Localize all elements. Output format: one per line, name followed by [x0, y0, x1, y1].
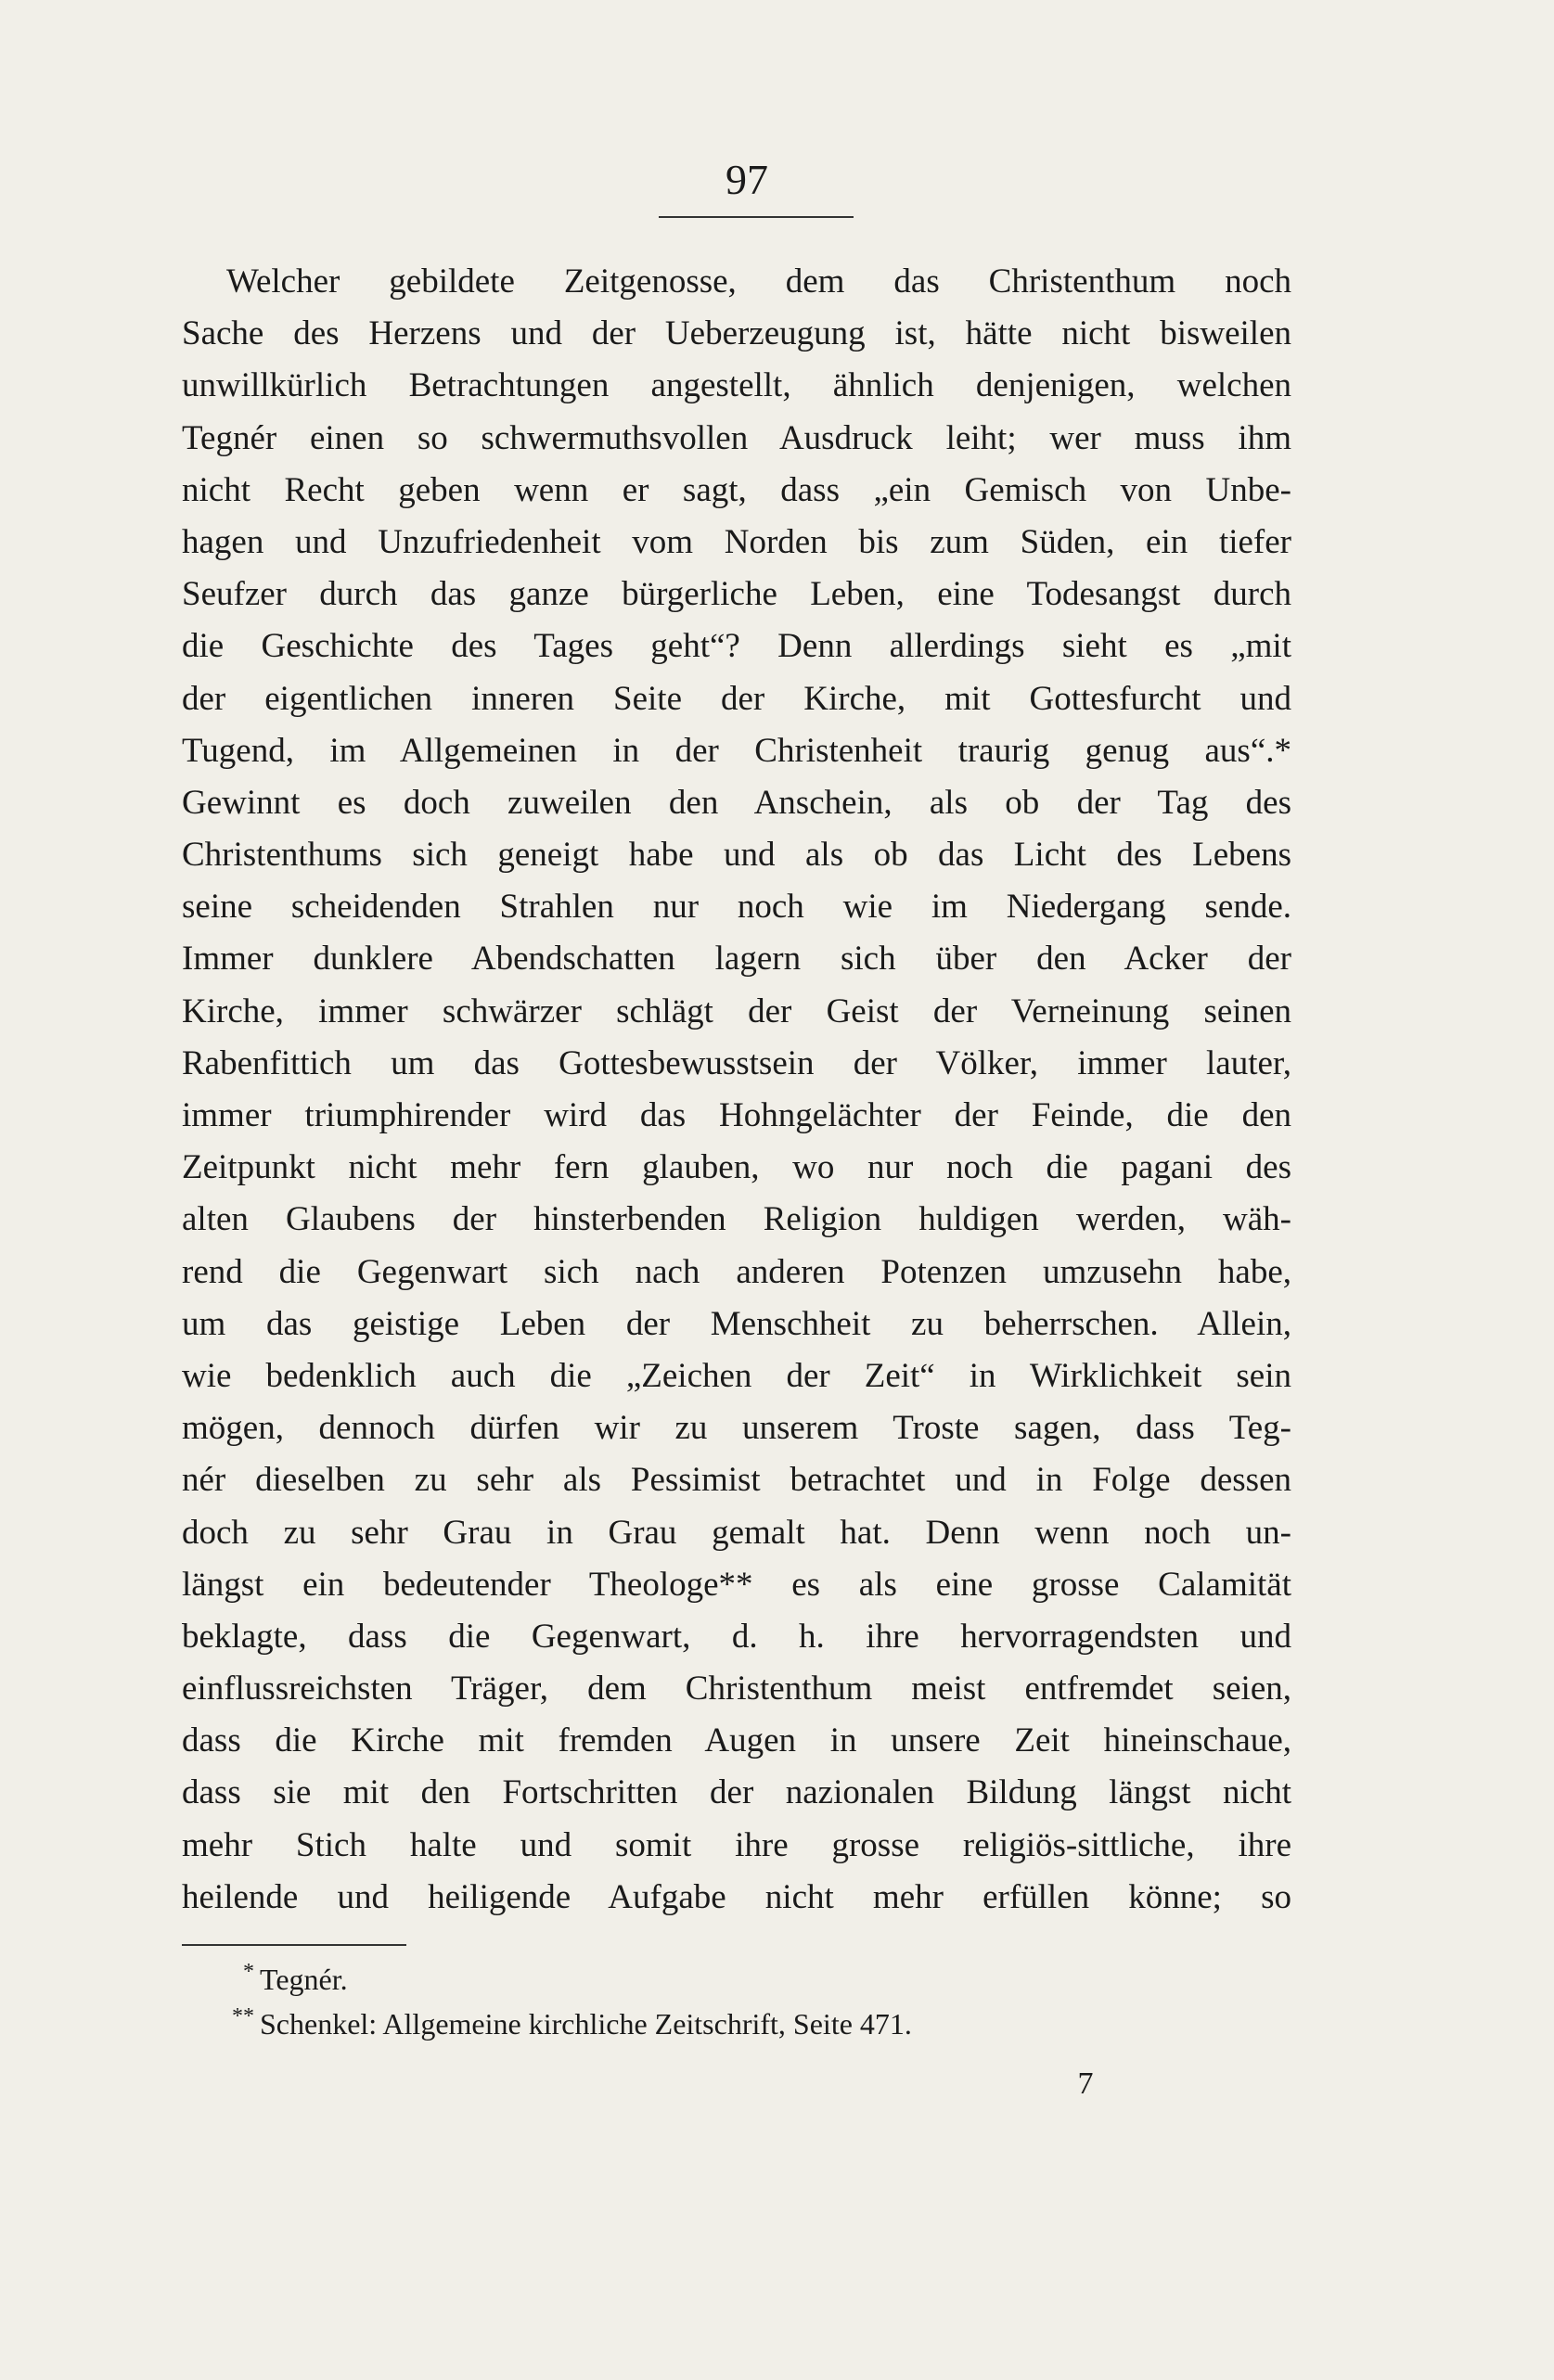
text-line: Tugend, im Allgemeinen in der Christenheit traurig genug aus“.*	[182, 731, 1291, 770]
text-line: Zeitpunkt nicht mehr fern glauben, wo nur noch die pagani des	[182, 1148, 1291, 1187]
footnote	[232, 2002, 1280, 2046]
text-line: rend die Gegenwart sich nach anderen Potenzen umzusehn habe,	[182, 1252, 1291, 1291]
footnote-text: Tegnér.	[260, 1963, 348, 1996]
text-line: dass die Kirche mit fremden Augen in unsere Zeit hineinschaue,	[182, 1721, 1291, 1760]
text-line: nér dieselben zu sehr als Pessimist betrachtet und in Folge dessen	[182, 1461, 1291, 1500]
footnote	[243, 1957, 1280, 2002]
text-line: längst ein bedeutender Theologe** es als eine grosse Calamität	[182, 1565, 1291, 1604]
text-line: um das geistige Leben der Menschheit zu beherrschen. Allein,	[182, 1304, 1291, 1343]
printer-signature: 7	[1077, 2067, 1094, 2101]
footnote-rule	[182, 1944, 406, 1946]
text-line: mögen, dennoch dürfen wir zu unserem Troste sagen, dass Teg-	[182, 1409, 1291, 1448]
text-line: seine scheidenden Strahlen nur noch wie im Niedergang sende.	[182, 888, 1291, 927]
text-line: einflussreichsten Träger, dem Christenthum meist entfremdet seien,	[182, 1670, 1291, 1708]
text-line: Immer dunklere Abendschatten lagern sich über den Acker der	[182, 940, 1291, 979]
text-line: alten Glaubens der hinsterbenden Religion huldigen werden, wäh-	[182, 1200, 1291, 1239]
text-line: hagen und Unzufriedenheit vom Norden bis zum Süden, ein tiefer	[182, 522, 1291, 561]
text-line: Welcher gebildete Zeitgenosse, dem das Christenthum noch	[226, 262, 1291, 301]
text-line: mehr Stich halte und somit ihre grosse religiös-sittliche, ihre	[182, 1825, 1291, 1864]
text-line: heilende und heiligende Aufgabe nicht mehr erfüllen könne; so	[182, 1877, 1291, 1916]
text-line: die Geschichte des Tages geht“? Denn allerdings sieht es „mit	[182, 627, 1291, 666]
text-line: nicht Recht geben wenn er sagt, dass „ein Gemisch von Unbe-	[182, 470, 1291, 509]
text-line: Seufzer durch das ganze bürgerliche Leben, eine Todesangst durch	[182, 575, 1291, 614]
body-text	[182, 256, 1291, 1924]
text-line: Tegnér einen so schwermuthsvollen Ausdruck leiht; wer muss ihm	[182, 418, 1291, 457]
text-line: Sache des Herzens und der Ueberzeugung ist, hätte nicht bisweilen	[182, 314, 1291, 353]
text-line: Christenthums sich geneigt habe und als ob das Licht des Lebens	[182, 836, 1291, 875]
text-line: wie bedenklich auch die „Zeichen der Zeit“ in Wirklichkeit sein	[182, 1356, 1291, 1395]
text-line: beklagte, dass die Gegenwart, d. h. ihre hervorragendsten und	[182, 1617, 1291, 1656]
text-line: unwillkürlich Betrachtungen angestellt, ähnlich denjenigen, welchen	[182, 366, 1291, 405]
header-rule	[659, 216, 854, 218]
footnotes	[232, 1957, 1280, 2046]
text-line: dass sie mit den Fortschritten der nazionalen Bildung längst nicht	[182, 1773, 1291, 1812]
footnote-text: Schenkel: Allgemeine kirchliche Zeitschrift, Seite 471.	[260, 2007, 912, 2041]
footnote-mark: **	[232, 2004, 254, 2028]
text-line: immer triumphirender wird das Hohngelächter der Feinde, die den	[182, 1096, 1291, 1134]
text-line: der eigentlichen inneren Seite der Kirche, mit Gottesfurcht und	[182, 679, 1291, 718]
text-line: doch zu sehr Grau in Grau gemalt hat. Denn wenn noch un-	[182, 1513, 1291, 1552]
text-line: Kirche, immer schwärzer schlägt der Geist der Verneinung seinen	[182, 992, 1291, 1030]
page-number: 97	[726, 156, 768, 203]
text-line: Gewinnt es doch zuweilen den Anschein, als ob der Tag des	[182, 783, 1291, 822]
text-line: Rabenfittich um das Gottesbewusstsein der Völker, immer lauter,	[182, 1043, 1291, 1082]
footnote-mark: *	[243, 1960, 254, 1984]
